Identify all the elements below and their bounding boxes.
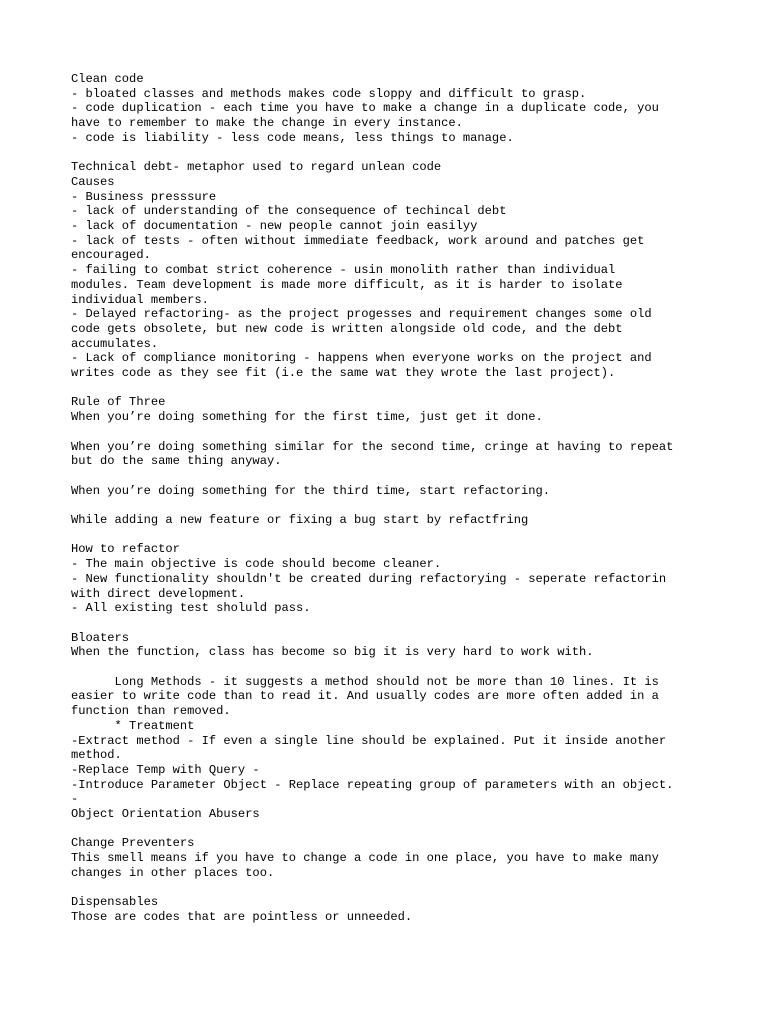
- text-line: - All existing test sholuld pass.: [71, 601, 311, 616]
- text-line: * Treatment: [71, 718, 195, 733]
- text-line: Clean code: [71, 72, 144, 86]
- text-line: easier to write code than to read it. And usually codes are more often added in a: [71, 689, 659, 704]
- text-line: Dispensables: [71, 895, 159, 910]
- blank-line: [71, 616, 711, 631]
- text-line: -: [71, 792, 79, 807]
- text-line: - bloated classes and methods makes code sloppy and difficult to grasp.: [71, 86, 587, 101]
- text-line: When you’re doing something for the third time, start refactoring.: [71, 483, 550, 498]
- blank-line: [71, 528, 711, 543]
- text-line: -Replace Temp with Query -: [71, 762, 260, 777]
- text-line: Bloaters: [71, 630, 130, 645]
- text-line: but do the same thing anyway.: [71, 454, 282, 469]
- text-line: Those are codes that are pointless or unneeded.: [71, 909, 413, 924]
- text-line: - New functionality shouldn't be created during refactorying - seperate refactorin: [71, 571, 667, 586]
- text-line: - lack of tests - often without immediate feedback, work around and patches get: [71, 233, 645, 248]
- text-line: changes in other places too.: [71, 865, 275, 880]
- text-line: -Introduce Parameter Object - Replace repeating group of parameters with an object.: [71, 777, 674, 792]
- text-line: - lack of documentation - new people cannot join easilyy: [71, 219, 478, 234]
- text-line: When you’re doing something for the first time, just get it done.: [71, 410, 543, 425]
- text-line: - Delayed refactoring- as the project progesses and requirement changes some old: [71, 307, 652, 322]
- text-line: When the function, class has become so big it is very hard to work with.: [71, 645, 594, 660]
- blank-line: [71, 425, 711, 440]
- text-line: While adding a new feature or fixing a bug start by refactfring: [71, 513, 529, 528]
- text-line: function than removed.: [71, 704, 231, 719]
- blank-line: [71, 381, 711, 396]
- text-line: writes code as they see fit (i.e the same wat they wrote the last project).: [71, 366, 616, 381]
- text-line: - lack of understanding of the consequence of techincal debt: [71, 204, 507, 219]
- text-line: Causes: [71, 174, 115, 189]
- blank-line: [71, 660, 711, 675]
- text-line: - failing to combat strict coherence - usin monolith rather than individual: [71, 263, 616, 278]
- text-line: Change Preventers: [71, 836, 195, 851]
- document-body: [71, 72, 711, 925]
- text-line: have to remember to make the change in every instance.: [71, 116, 463, 131]
- text-line: Long Methods - it suggests a method should not be more than 10 lines. It is: [71, 674, 659, 689]
- text-line: method.: [71, 748, 122, 763]
- text-line: How to refactor: [71, 542, 180, 557]
- text-line: modules. Team development is made more difficult, as it is harder to isolate: [71, 277, 623, 292]
- blank-line: [71, 822, 711, 837]
- text-line: - Business presssure: [71, 189, 217, 204]
- blank-line: [71, 498, 711, 513]
- text-line: - code duplication - each time you have to make a change in a duplicate code, you: [71, 101, 659, 116]
- text-line: encouraged.: [71, 248, 151, 263]
- blank-line: [71, 881, 711, 896]
- text-line: Object Orientation Abusers: [71, 807, 260, 822]
- text-line: This smell means if you have to change a code in one place, you have to make many: [71, 851, 659, 866]
- text-line: individual members.: [71, 292, 209, 307]
- text-line: Technical debt- metaphor used to regard unlean code: [71, 160, 442, 175]
- text-line: When you’re doing something similar for the second time, cringe at having to repeat: [71, 439, 674, 454]
- text-line: code gets obsolete, but new code is written alongside old code, and the debt: [71, 321, 623, 336]
- text-line: - code is liability - less code means, less things to manage.: [71, 130, 514, 145]
- text-line: accumulates.: [71, 336, 159, 351]
- text-line: - Lack of compliance monitoring - happens when everyone works on the project and: [71, 351, 652, 366]
- text-line: - The main objective is code should become cleaner.: [71, 557, 442, 572]
- blank-line: [71, 469, 711, 484]
- text-line: with direct development.: [71, 586, 246, 601]
- text-line: Rule of Three: [71, 395, 166, 410]
- blank-line: [71, 146, 711, 161]
- text-line: -Extract method - If even a single line should be explained. Put it inside another: [71, 733, 667, 748]
